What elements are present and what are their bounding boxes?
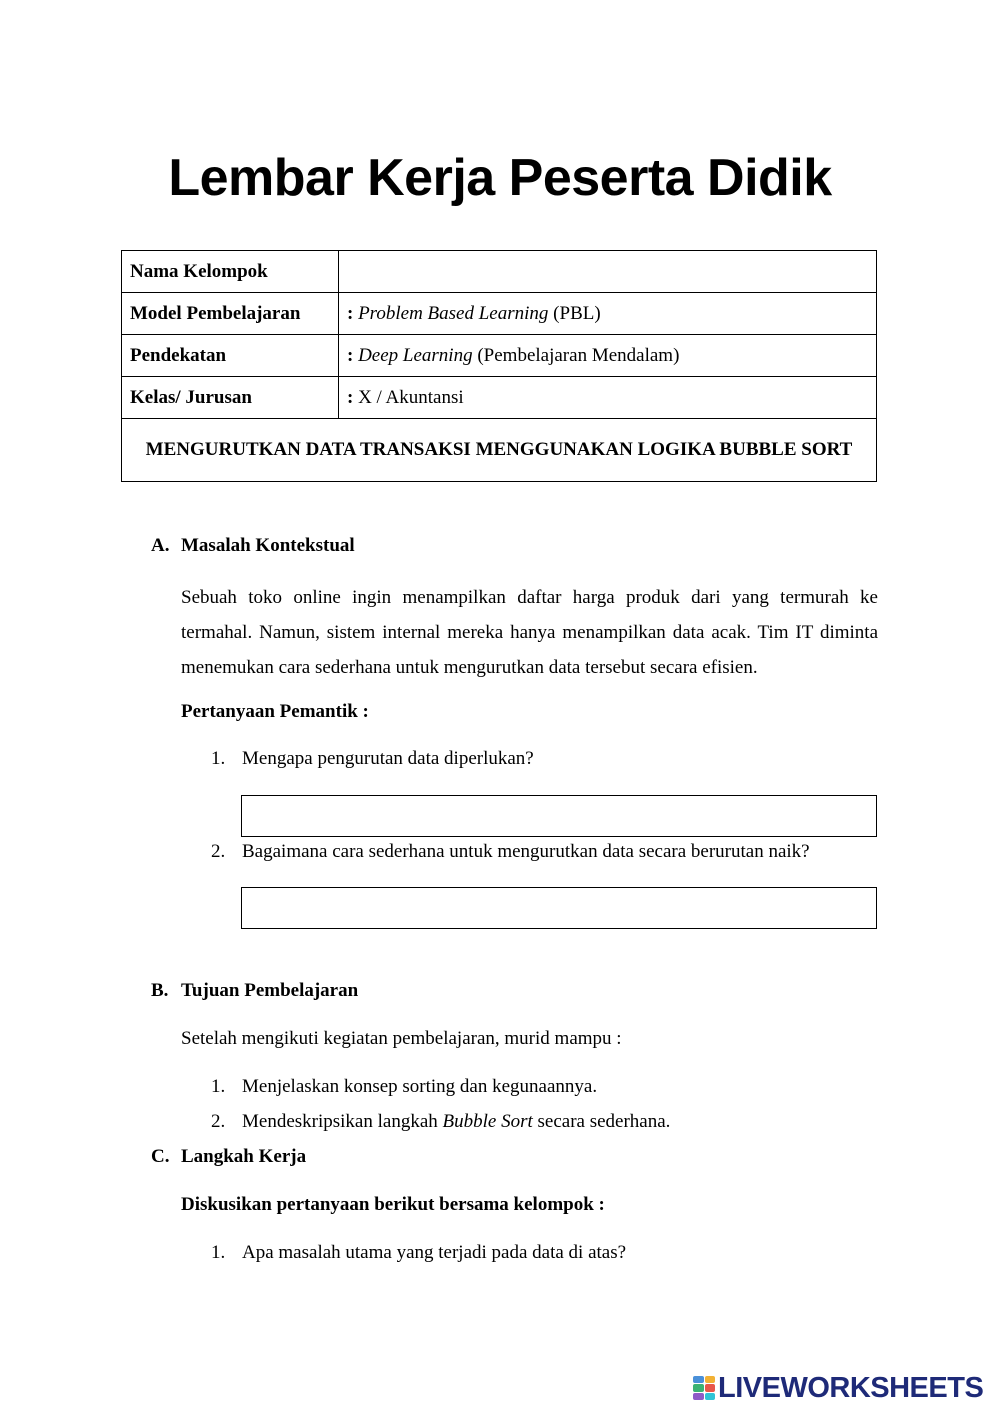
question-2-number: 2. (211, 841, 226, 862)
page-title: Lembar Kerja Peserta Didik (168, 149, 832, 207)
section-c-heading: Langkah Kerja (181, 1146, 307, 1167)
section-a-heading: Masalah Kontekstual (181, 535, 355, 556)
logo-block (705, 1376, 716, 1383)
info-value-text: (Pembelajaran Mendalam) (477, 344, 680, 366)
info-value-italic: Deep Learning (358, 344, 473, 366)
section-a-letter: A. (151, 535, 170, 556)
question-1-number: 1. (211, 748, 226, 769)
logo-block (693, 1393, 704, 1400)
section-b-heading: Tujuan Pembelajaran (181, 980, 359, 1001)
liveworksheets-logo-icon (693, 1376, 715, 1400)
info-row-approach (122, 335, 877, 377)
info-colon: : (347, 302, 354, 324)
info-value (339, 293, 877, 335)
objective-2-text (242, 1111, 670, 1133)
answer-box-1[interactable] (241, 795, 877, 837)
info-colon: : (347, 344, 354, 366)
logo-block (705, 1393, 716, 1400)
section-c-letter: C. (151, 1146, 170, 1167)
question-2-text: Bagaimana cara sederhana untuk mengurutkan data secara berurutan naik? (242, 841, 810, 862)
info-row-class (122, 377, 877, 419)
questions-heading: Pertanyaan Pemantik : (181, 701, 369, 722)
info-label: Pendekatan (122, 335, 339, 377)
logo-block (693, 1376, 704, 1383)
info-value (339, 335, 877, 377)
step-1-text: Apa masalah utama yang terjadi pada data di atas? (242, 1242, 627, 1263)
info-row-topic (122, 419, 877, 482)
question-1-text: Mengapa pengurutan data diperlukan? (242, 748, 534, 769)
objective-2-before: Mendeskripsikan langkah (242, 1111, 438, 1132)
info-value (339, 377, 877, 419)
objective-1-text: Menjelaskan konsep sorting dan kegunaannya. (242, 1076, 598, 1097)
logo-text: LIVEWORKSHEETS (718, 1371, 984, 1404)
info-colon: : (347, 386, 354, 408)
logo-block (693, 1384, 704, 1391)
liveworksheets-logo[interactable] (693, 1372, 983, 1404)
objective-1-number: 1. (211, 1076, 226, 1097)
info-value-text: X / Akuntansi (358, 386, 464, 408)
info-row-group-name (122, 251, 877, 293)
group-name-input[interactable] (339, 251, 877, 293)
logo-block (705, 1384, 716, 1391)
context-paragraph: Sebuah toko online ingin menampilkan daftar harga produk dari yang termurah ke termahal. Namun, sistem internal mereka hanya menampilkan data acak. Tim IT diminta menemukan cara sederhana untuk mengurutkan data tersebut secara efisien. (181, 587, 878, 678)
objective-2-number: 2. (211, 1111, 226, 1132)
info-table (121, 250, 877, 482)
info-value-text: (PBL) (553, 302, 601, 324)
objectives-intro: Setelah mengikuti kegiatan pembelajaran, murid mampu : (181, 1028, 622, 1049)
answer-box-2[interactable] (241, 887, 877, 929)
info-row-model (122, 293, 877, 335)
topic-title: MENGURUTKAN DATA TRANSAKSI MENGGUNAKAN LOGIKA BUBBLE SORT (122, 419, 877, 482)
objective-2-italic: Bubble Sort (442, 1111, 533, 1132)
objective-2-after: secara sederhana. (537, 1111, 671, 1132)
info-value-italic: Problem Based Learning (358, 302, 549, 324)
info-label: Kelas/ Jurusan (122, 377, 339, 419)
discussion-heading: Diskusikan pertanyaan berikut bersama kelompok : (181, 1194, 605, 1215)
info-label: Model Pembelajaran (122, 293, 339, 335)
info-label: Nama Kelompok (122, 251, 339, 293)
section-b-letter: B. (151, 980, 169, 1001)
step-1-number: 1. (211, 1242, 226, 1263)
